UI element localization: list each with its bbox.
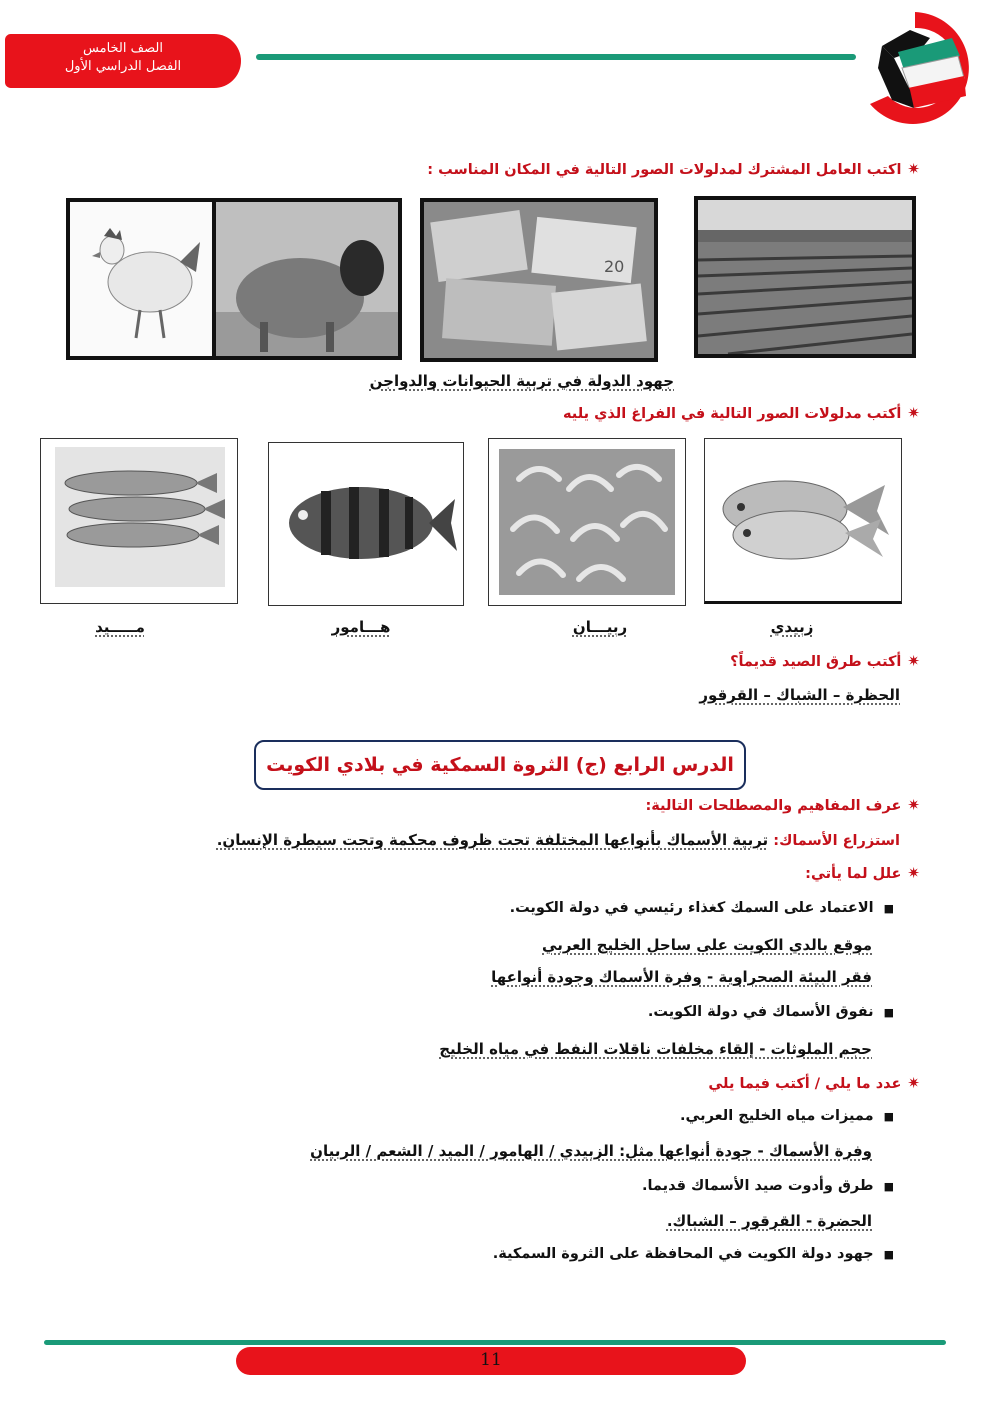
page-number: 11 [480, 1350, 502, 1370]
answer-common-factor: جهود الدولة في تربية الحيوانات والدواجن [369, 372, 674, 390]
square-bullet-icon: ■ [883, 1180, 894, 1193]
enumerate-item-1: ■مميزات مياه الخليج العربي. [679, 1108, 894, 1124]
header-divider [256, 54, 856, 60]
label-hamour: هـــامور [331, 618, 391, 636]
grade-label: الصف الخامس [83, 41, 163, 56]
photo-farmland [694, 196, 916, 358]
enumerate-item-1-answer: وفرة الأسماك - جودة أنواعها مثل: الزبيدي / الهامور / الميد / الشعم / الربيان [310, 1142, 872, 1160]
definition-term: استزراع الأسماك: [773, 833, 900, 849]
label-mullet: مـــــيد [95, 618, 145, 636]
reason-item-1-answer-1: موقع بالدي الكويت على ساحل الخليج العربي [542, 936, 872, 954]
square-bullet-icon: ■ [883, 1006, 894, 1019]
star-bullet-icon: ✷ [907, 864, 920, 882]
reason-item-1-answer-2: فقر البيئة الصحراوية - وفرة الأسماك وجودة أنواعها [491, 968, 872, 986]
grade-badge [5, 34, 241, 88]
instruction-enumerate: ✷عدد ما يلي / أكتب فيما يلي [708, 1074, 920, 1092]
enumerate-item-2-answer: الحضرة - القرقور – الشباك. [666, 1212, 872, 1230]
reason-item-1: ■الاعتماد على السمك كغذاء رئيسي في دولة الكويت. [509, 900, 894, 916]
photo-chicken-sheep [66, 198, 402, 360]
kuwait-map-logo [852, 8, 978, 124]
instruction-fish-images: ✷أكتب مدلولات الصور التالية في الفراغ الذي يليه [563, 404, 920, 422]
enumerate-item-3: ■جهود دولة الكويت في المحافظة على الثروة السمكية. [492, 1246, 894, 1262]
star-bullet-icon: ✷ [907, 652, 920, 670]
star-bullet-icon: ✷ [907, 1074, 920, 1092]
label-shrimp: ربيـــان [572, 618, 628, 636]
star-bullet-icon: ✷ [907, 160, 920, 178]
page-number-pill [236, 1347, 746, 1375]
instruction-definitions: ✷عرف المفاهيم والمصطلحات التالية: [645, 796, 920, 814]
answer-fishing-methods: الحظرة – الشباك – القرقور [699, 686, 900, 704]
star-bullet-icon: ✷ [907, 796, 920, 814]
star-bullet-icon: ✷ [907, 404, 920, 422]
photo-hamour [268, 442, 464, 606]
photo-shrimp [488, 438, 686, 606]
svg-text:20: 20 [604, 257, 625, 276]
photo-money [420, 198, 658, 362]
lesson-title: الدرس الرابع (ج) الثروة السمكية في بلادي الكويت [266, 754, 734, 776]
square-bullet-icon: ■ [883, 1248, 894, 1261]
definition-text: تربية الأسماك بأنواعها المختلفة تحت ظروف محكمة وتحت سيطرة الإنسان. [216, 831, 769, 849]
instruction-fishing-methods: ✷أكتب طرق الصيد قديماً؟ [730, 652, 920, 670]
label-zubaidi: زبيدي [770, 618, 814, 636]
reason-item-2: ■نفوق الأسماك في دولة الكويت. [647, 1004, 894, 1020]
instruction-common-factor: ✷اكتب العامل المشترك لمدلولات الصور التالية في المكان المناسب : [427, 160, 920, 178]
reason-item-2-answer: حجم الملوثات - إلقاء مخلفات ناقلات النفط في مياه الخليج [439, 1040, 872, 1058]
definition-row [120, 830, 900, 849]
square-bullet-icon: ■ [883, 902, 894, 915]
instruction-reasons: ✷علل لما يأتي: [805, 864, 920, 882]
enumerate-item-2: ■طرق وأدوت صيد الأسماك قديما. [641, 1178, 894, 1194]
photo-zubaidi [704, 438, 902, 604]
lesson-title-box [254, 740, 746, 790]
term-label: الفصل الدراسي الأول [64, 59, 182, 74]
photo-mullet [40, 438, 238, 604]
footer-divider [44, 1340, 946, 1345]
square-bullet-icon: ■ [883, 1110, 894, 1123]
